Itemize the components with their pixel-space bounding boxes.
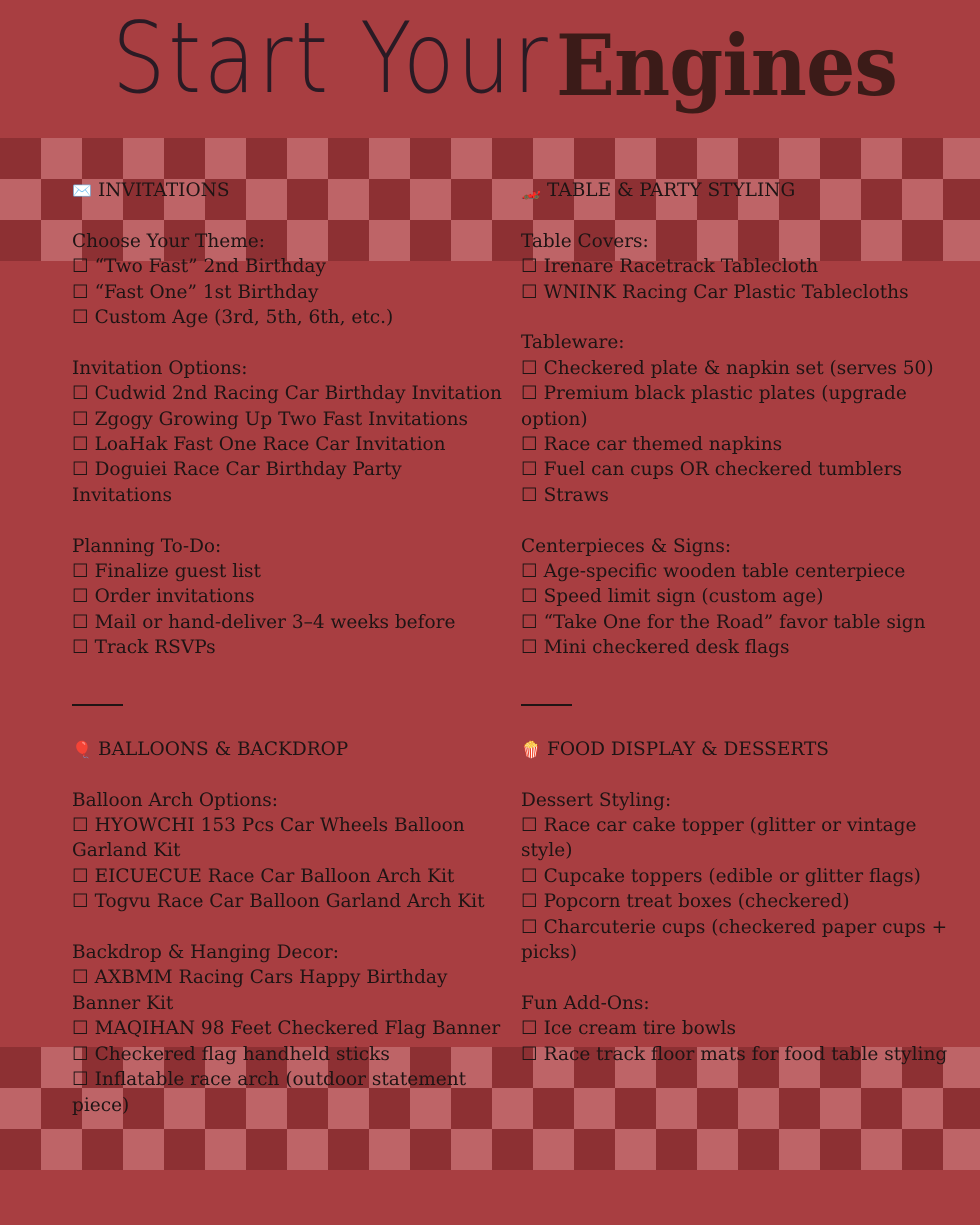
checklist-item [521, 610, 961, 635]
checkbox-icon[interactable]: ☐ [72, 307, 89, 329]
checklist-item [72, 407, 504, 432]
balloon-icon: 🎈 [72, 739, 92, 759]
group-label: Invitation Options: [72, 357, 248, 379]
checklist-item [521, 280, 961, 305]
section-heading [521, 178, 961, 203]
checklist-item-text: HYOWCHI 153 Pcs Car Wheels Balloon Garland Kit [72, 815, 471, 862]
checkbox-icon[interactable]: ☐ [521, 637, 538, 659]
checklist-item [72, 457, 504, 508]
checklist-item [521, 889, 961, 914]
checklist-item [72, 864, 504, 889]
checklist-item-text: MAQIHAN 98 Feet Checkered Flag Banner [94, 1018, 501, 1040]
checkbox-icon[interactable]: ☐ [72, 561, 89, 583]
page-title [0, 2, 980, 126]
checkbox-icon[interactable]: ☐ [72, 1018, 89, 1040]
section-divider [521, 686, 961, 711]
checkbox-icon[interactable]: ☐ [72, 1069, 89, 1091]
checklist-item-text: WNINK Racing Car Plastic Tablecloths [543, 281, 909, 303]
group-label: Planning To-Do: [72, 535, 222, 557]
checklist-item-text: Fuel can cups OR checkered tumblers [543, 459, 902, 481]
checkbox-icon[interactable]: ☐ [521, 434, 538, 456]
section-heading [72, 737, 504, 762]
checkbox-icon[interactable]: ☐ [72, 383, 89, 405]
section-divider [72, 686, 504, 711]
checklist-item-text: Togvu Race Car Balloon Garland Arch Kit [94, 891, 485, 913]
checkbox-icon[interactable]: ☐ [521, 916, 538, 938]
checklist-item-text: LoaHak Fast One Race Car Invitation [94, 434, 446, 456]
checklist-item-text: Age-specific wooden table centerpiece [543, 561, 906, 583]
checklist-item-text: “Take One for the Road” favor table sign [543, 611, 926, 633]
checklist-item [72, 965, 504, 1016]
checkbox-icon[interactable]: ☐ [72, 865, 89, 887]
checklist-item [72, 254, 504, 279]
section-heading-text: BALLOONS & BACKDROP [98, 738, 349, 760]
checklist-item [521, 356, 961, 381]
checkbox-icon[interactable]: ☐ [521, 281, 538, 303]
checkbox-icon[interactable]: ☐ [521, 891, 538, 913]
checklist-item-text: Race track floor mats for food table styling [543, 1043, 948, 1065]
section-heading-text: TABLE & PARTY STYLING [547, 180, 796, 201]
checklist-item-text: Mini checkered desk flags [543, 637, 790, 659]
section-heading-text: INVITATIONS [98, 180, 230, 201]
group-label: Dessert Styling: [521, 789, 672, 811]
checkbox-icon[interactable]: ☐ [521, 865, 538, 887]
checklist-item-text: Mail or hand-deliver 3–4 weeks before [94, 611, 456, 633]
section-food-display [521, 737, 961, 1067]
checklist-item-text: “Fast One” 1st Birthday [94, 281, 319, 303]
checkbox-icon[interactable]: ☐ [521, 586, 538, 608]
checklist-item [72, 610, 504, 635]
checklist-item [72, 1016, 504, 1041]
section-table-styling [521, 178, 961, 661]
checklist-item [72, 1067, 504, 1118]
left-column [72, 178, 504, 1118]
checklist-item [72, 635, 504, 660]
checklist-item [521, 1042, 961, 1067]
title-part-1: Start Your [112, 2, 551, 116]
checklist-item-text: Straws [543, 484, 609, 506]
group-label: Fun Add-Ons: [521, 992, 650, 1014]
checklist-item [72, 432, 504, 457]
checkbox-icon[interactable]: ☐ [72, 281, 89, 303]
section-balloons [72, 737, 504, 1118]
section-heading [521, 737, 961, 762]
checklist-item [72, 813, 504, 864]
popcorn-icon: 🍿 [521, 739, 541, 759]
envelope-icon: ✉️ [72, 181, 92, 200]
checkbox-icon[interactable]: ☐ [521, 815, 538, 837]
checklist-item [521, 864, 961, 889]
checkbox-icon[interactable]: ☐ [72, 459, 89, 481]
checklist-item-text: Custom Age (3rd, 5th, 6th, etc.) [94, 307, 394, 329]
checklist-item [72, 381, 504, 406]
checklist-item-text: Order invitations [94, 586, 255, 608]
checkbox-icon[interactable]: ☐ [72, 815, 89, 837]
group-label: Table Covers: [521, 230, 649, 252]
checkbox-icon[interactable]: ☐ [72, 637, 89, 659]
checklist-item [72, 305, 504, 330]
checklist-item-text: EICUECUE Race Car Balloon Arch Kit [94, 865, 455, 887]
checkbox-icon[interactable]: ☐ [521, 459, 538, 481]
checkbox-icon[interactable]: ☐ [521, 357, 538, 379]
checklist-item-text: Speed limit sign (custom age) [543, 586, 824, 608]
checkbox-icon[interactable]: ☐ [521, 561, 538, 583]
checkbox-icon[interactable]: ☐ [72, 611, 89, 633]
checkbox-icon[interactable]: ☐ [72, 1043, 89, 1065]
group-label: Tableware: [521, 332, 625, 354]
checklist-item-text: Irenare Racetrack Tablecloth [543, 256, 819, 278]
checkbox-icon[interactable]: ☐ [72, 967, 89, 989]
checklist-item-text: Doguiei Race Car Birthday Party Invitations [72, 459, 408, 506]
checklist-item [521, 915, 961, 966]
checklist-item-text: Cudwid 2nd Racing Car Birthday Invitation [94, 383, 502, 405]
right-column [521, 178, 961, 1067]
checkbox-icon[interactable]: ☐ [72, 408, 89, 430]
checklist-item-text: Checkered flag handheld sticks [94, 1043, 390, 1065]
checklist-item-text: Race car cake topper (glitter or vintage style) [521, 815, 923, 862]
section-heading-text: FOOD DISPLAY & DESSERTS [547, 738, 829, 760]
group-label: Centerpieces & Signs: [521, 535, 732, 557]
checkbox-icon[interactable]: ☐ [521, 383, 538, 405]
section-heading [72, 178, 504, 203]
checklist-item-text: Inflatable race arch (outdoor statement piece) [72, 1069, 472, 1116]
checklist-item-text: Race car themed napkins [543, 434, 783, 456]
checklist-item-text: Ice cream tire bowls [543, 1018, 736, 1040]
checklist-item [521, 813, 961, 864]
checkbox-icon[interactable]: ☐ [521, 611, 538, 633]
checklist-item [521, 381, 961, 432]
race-car-icon: 🏎️ [521, 181, 541, 200]
title-part-2: Engines [556, 16, 897, 115]
checkbox-icon[interactable]: ☐ [521, 256, 538, 278]
checklist-item [72, 1042, 504, 1067]
checklist-item-text: Premium black plastic plates (upgrade option) [521, 383, 913, 430]
checklist-item [72, 559, 504, 584]
checklist-item-text: “Two Fast” 2nd Birthday [94, 256, 326, 278]
checklist-item-text: Zgogy Growing Up Two Fast Invitations [94, 408, 468, 430]
checklist-item [521, 483, 961, 508]
checklist-item [72, 280, 504, 305]
checklist-item-text: Finalize guest list [94, 561, 261, 583]
checkbox-icon[interactable]: ☐ [521, 484, 538, 506]
checklist-item [521, 254, 961, 279]
checklist-item [521, 635, 961, 660]
checklist-item-text: AXBMM Racing Cars Happy Birthday Banner Kit [72, 967, 454, 1014]
checkbox-icon[interactable]: ☐ [521, 1018, 538, 1040]
checklist-item-text: Checkered plate & napkin set (serves 50) [543, 357, 934, 379]
checklist-item-text: Popcorn treat boxes (checkered) [543, 891, 850, 913]
checkbox-icon[interactable]: ☐ [72, 586, 89, 608]
checkbox-icon[interactable]: ☐ [521, 1043, 538, 1065]
checkbox-icon[interactable]: ☐ [72, 891, 89, 913]
section-invitations [72, 178, 504, 661]
group-label: Choose Your Theme: [72, 230, 265, 252]
checklist-item [521, 432, 961, 457]
checklist-item [521, 457, 961, 482]
checklist-item [521, 1016, 961, 1041]
checklist-item-text: Track RSVPs [94, 637, 216, 659]
group-label: Balloon Arch Options: [72, 789, 279, 811]
checklist-item [72, 584, 504, 609]
checklist-item [521, 584, 961, 609]
checklist-item-text: Charcuterie cups (checkered paper cups + picks) [521, 916, 954, 964]
checkbox-icon[interactable]: ☐ [72, 434, 89, 456]
group-label: Backdrop & Hanging Decor: [72, 942, 339, 964]
checklist-item-text: Cupcake toppers (edible or glitter flags) [543, 865, 921, 887]
checklist-item [521, 559, 961, 584]
checkbox-icon[interactable]: ☐ [72, 256, 89, 278]
checklist-item [72, 889, 504, 914]
